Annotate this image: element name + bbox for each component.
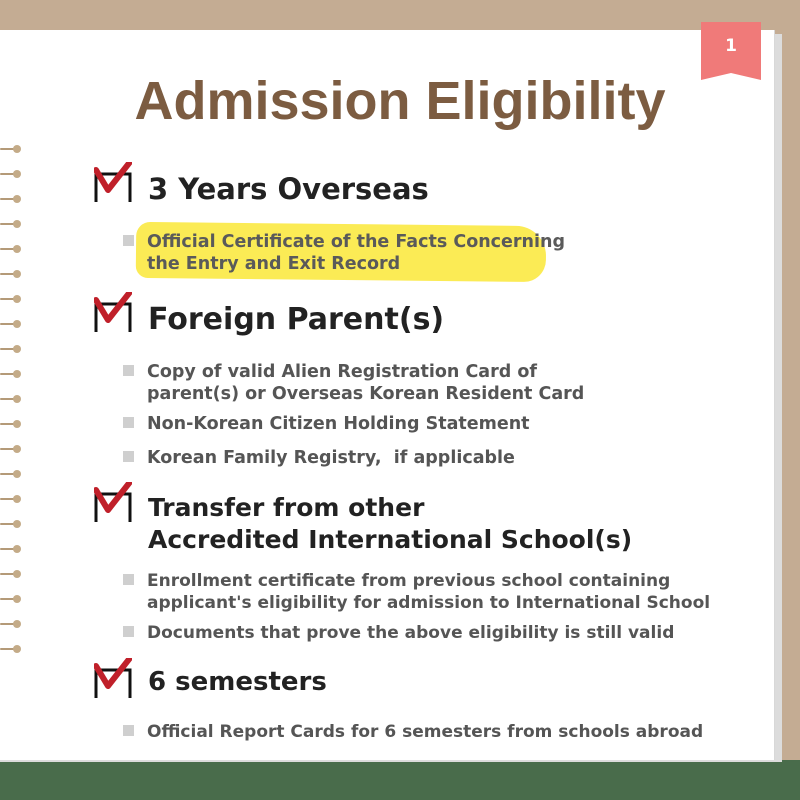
binding-ring-icon — [0, 471, 22, 477]
list-item-text: Official Certificate of the Facts Concerning the Entry and Exit Record — [147, 232, 565, 274]
bullet-square-icon — [123, 235, 134, 246]
bullet-square-icon — [123, 725, 134, 736]
page-number-bookmark — [701, 22, 761, 80]
binding-ring-icon — [0, 371, 22, 377]
checkbox-checked-icon — [94, 162, 132, 202]
binding-ring-icon — [0, 646, 22, 652]
binding-ring-icon — [0, 321, 22, 327]
binding-ring-icon — [0, 446, 22, 452]
binding-ring-icon — [0, 221, 22, 227]
binding-ring-icon — [0, 571, 22, 577]
list-item-text: Enrollment certificate from previous school containing applicant's eligibility for admission to International School — [147, 571, 711, 613]
list-item-text: Korean Family Registry, if applicable — [147, 448, 515, 468]
list-item-text: Official Report Cards for 6 semesters from schools abroad — [147, 722, 704, 742]
binding-ring-icon — [0, 621, 22, 627]
spiral-binding — [0, 0, 30, 800]
binding-ring-icon — [0, 421, 22, 427]
section-heading: 6 semesters — [148, 667, 327, 697]
checkbox-checked-icon — [94, 658, 132, 698]
footer-band — [0, 760, 800, 800]
binding-ring-icon — [0, 496, 22, 502]
binding-ring-icon — [0, 271, 22, 277]
binding-ring-icon — [0, 596, 22, 602]
list-item-text: Copy of valid Alien Registration Card of parent(s) or Overseas Korean Resident Card — [147, 362, 585, 404]
binding-ring-icon — [0, 196, 22, 202]
section-heading: Foreign Parent(s) — [148, 302, 445, 337]
checkbox-checked-icon — [94, 292, 132, 332]
page-number: 1 — [725, 36, 737, 56]
binding-ring-icon — [0, 346, 22, 352]
binding-ring-icon — [0, 171, 22, 177]
page-title: Admission Eligibility — [134, 71, 666, 131]
binding-ring-icon — [0, 246, 22, 252]
section-heading: Transfer from other Accredited International School(s) — [148, 493, 633, 554]
binding-ring-icon — [0, 146, 22, 152]
bullet-square-icon — [123, 365, 134, 376]
binding-ring-icon — [0, 521, 22, 527]
binding-ring-icon — [0, 546, 22, 552]
bullet-square-icon — [123, 451, 134, 462]
binding-ring-icon — [0, 296, 22, 302]
section-heading: 3 Years Overseas — [148, 172, 429, 206]
bullet-square-icon — [123, 574, 134, 585]
bullet-square-icon — [123, 626, 134, 637]
checkbox-checked-icon — [94, 482, 132, 522]
bullet-square-icon — [123, 417, 134, 428]
binding-ring-icon — [0, 396, 22, 402]
list-item-text: Documents that prove the above eligibility is still valid — [147, 623, 675, 643]
list-item-text: Non-Korean Citizen Holding Statement — [147, 414, 530, 434]
